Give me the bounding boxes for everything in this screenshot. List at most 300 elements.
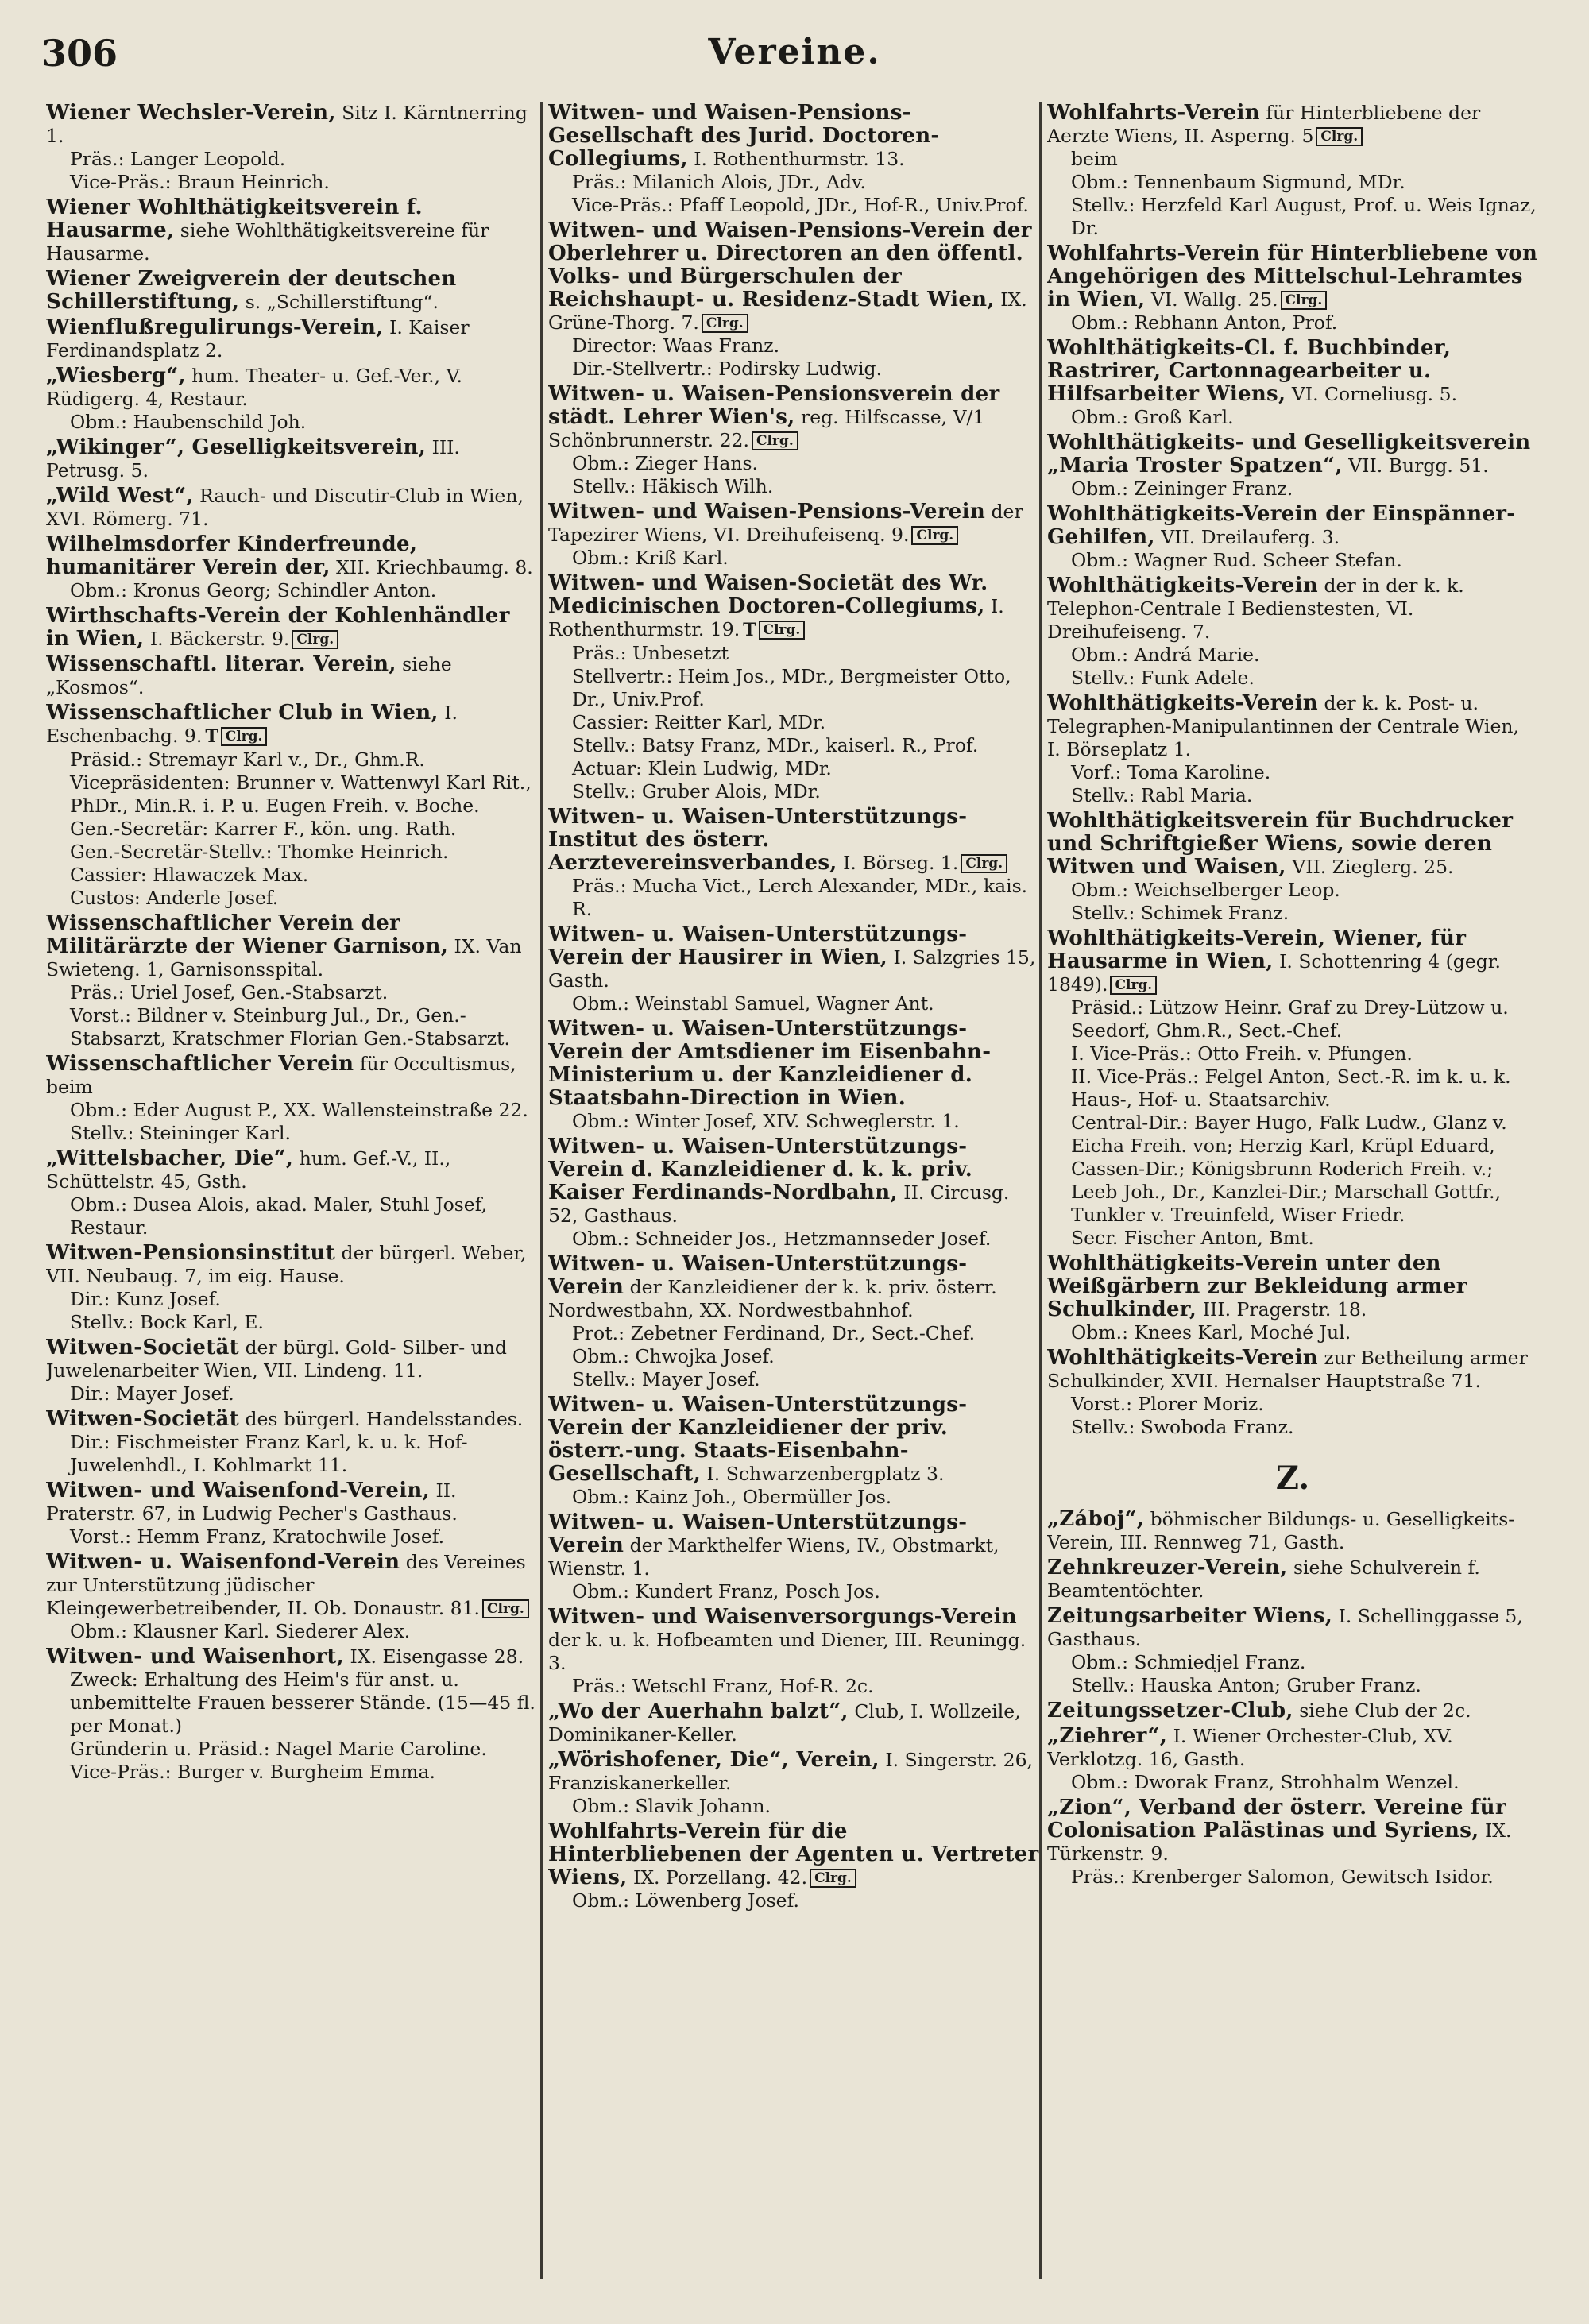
entry-detail-line: Vice-Präs.: Braun Heinrich. <box>70 171 330 193</box>
entry-detail-line: Obm.: Haubenschild Joh. <box>70 411 307 433</box>
column-rule <box>1039 102 1042 2279</box>
directory-entry <box>1047 927 1538 1250</box>
entry-detail-line: Vorst.: Plorer Moriz. <box>1071 1393 1264 1415</box>
directory-entry <box>548 383 1039 498</box>
entry-name: Witwen- u. Waisenfond-Verein <box>46 1550 400 1574</box>
clearing-badge: Clrg. <box>752 431 798 450</box>
entry-address: XII. Kriechbaumg. 8. <box>330 556 533 578</box>
entry-address: IX. Grüne-Thorg. 7. <box>548 288 1027 334</box>
entry-detail-line: Obm.: Rebhann Anton, Prof. <box>1071 311 1338 334</box>
entry-detail-line: Gründerin u. Präsid.: Nagel Marie Caroline. <box>70 1738 487 1760</box>
entry-detail-line: Obm.: Winter Josef, XIV. Schweglerstr. 1. <box>572 1110 960 1132</box>
entry-detail-line: Stellv.: Herzfeld Karl August, Prof. u. Weis Ignaz, Dr. <box>1071 194 1537 239</box>
entry-detail-line: Obm.: Kundert Franz, Posch Jos. <box>572 1580 880 1603</box>
directory-entry <box>46 316 537 362</box>
entry-address: III. Petrusg. 5. <box>46 436 460 481</box>
directory-entry <box>548 1135 1039 1251</box>
entry-address: Club, I. Wollzeile, Dominikaner-Keller. <box>548 1700 1021 1746</box>
directory-entry <box>548 1820 1039 1912</box>
entry-heading-line <box>548 806 1039 875</box>
entry-detail-line: Prot.: Zebetner Ferdinand, Dr., Sect.-Chef. <box>572 1322 976 1344</box>
entry-address: VII. Burgg. 51. <box>1342 454 1489 477</box>
directory-entry <box>548 806 1039 921</box>
entry-detail-line: I. Vice-Präs.: Otto Freih. v. Pfungen. <box>1071 1042 1413 1065</box>
entry-address: I. Rothenthurmstr. 13. <box>687 148 905 170</box>
entry-heading-line <box>548 219 1039 334</box>
entry-address: IX. Porzellang. 42. <box>627 1866 808 1889</box>
entry-detail-line: Vicepräsidenten: Brunner v. Wattenwyl Karl Rit., PhDr., Min.R. i. P. u. Eugen Freih. v. Boche. <box>70 771 532 817</box>
entry-detail-line: Präs.: Krenberger Salomon, Gewitsch Isidor. <box>1071 1866 1494 1888</box>
column-3 <box>1047 102 1538 2303</box>
entry-heading-line <box>1047 692 1538 761</box>
entry-detail-line: Zweck: Erhaltung des Heim's für anst. u. unbemittelte Frauen besserer Stände. (15—45 fl. per Monat.) <box>70 1669 535 1737</box>
entry-name: Witwen- u. Waisen-Unterstützungs-Verein d. Kanzleidiener d. k. k. priv. Kaiser Ferdinands-Nordbahn, <box>548 1135 973 1205</box>
directory-entry <box>46 605 537 651</box>
entry-name: Wissenschaftlicher Verein <box>46 1052 354 1076</box>
entry-heading-line <box>1047 1347 1538 1393</box>
directory-entry <box>46 1551 537 1643</box>
entry-heading-line <box>46 1479 537 1525</box>
directory-entry <box>1047 692 1538 807</box>
entry-heading-line <box>548 501 1039 547</box>
directory-entry <box>46 1242 537 1334</box>
entry-heading-line <box>548 1606 1039 1675</box>
directory-entry <box>46 268 537 314</box>
entry-heading-line <box>46 316 537 362</box>
entry-name: Witwen- u. Waisen-Unterstützungs-Verein der Kanzleidiener der priv. österr.-ung. Staats-Eisenbahn-Gesellschaft, <box>548 1393 968 1486</box>
entry-address: siehe Club der 2c. <box>1293 1699 1471 1722</box>
entry-heading-line <box>1047 1605 1538 1651</box>
entry-heading-line <box>548 1135 1039 1228</box>
entry-name: „Zion“, Verband der österr. Vereine für Colonisation Palästinas und Syriens, <box>1047 1796 1506 1843</box>
entry-detail-line: Obm.: Wagner Rud. Scheer Stefan. <box>1071 549 1402 571</box>
entry-heading-line <box>46 702 537 748</box>
entry-address: s. „Schillerstiftung“. <box>239 291 439 313</box>
entry-address: I. Börseg. 1. <box>837 852 959 874</box>
entry-address: siehe Schulverein f. Beamtentöchter. <box>1047 1556 1480 1602</box>
entry-name: Wissenschaftl. literar. Verein, <box>46 652 396 676</box>
entry-heading-line <box>1047 102 1538 148</box>
entry-detail-line: Dir.: Mayer Josef. <box>70 1382 234 1405</box>
entry-detail-line: Präs.: Unbesetzt <box>572 642 729 664</box>
entry-address: der Kanzleidiener der k. k. priv. österr. Nordwestbahn, XX. Nordwestbahnhof. <box>548 1276 997 1321</box>
entry-name: Wiener Zweigverein der deutschen Schillerstiftung, <box>46 267 457 314</box>
entry-detail-line: Obm.: Dworak Franz, Strohhalm Wenzel. <box>1071 1771 1459 1793</box>
entry-detail-line: Obm.: Tennenbaum Sigmund, MDr. <box>1071 171 1405 193</box>
entry-heading-line <box>1047 242 1538 311</box>
entry-detail-line: Obm.: Kronus Georg; Schindler Anton. <box>70 579 437 601</box>
entry-heading-line <box>1047 503 1538 549</box>
entry-name: „Wikinger“, Geselligkeitsverein, <box>46 435 427 459</box>
entry-detail-line: Obm.: Slavik Johann. <box>572 1795 771 1817</box>
entry-address: I. Wiener Orchester-Club, XV. Verklotzg. 16, Gasth. <box>1047 1725 1453 1770</box>
entry-heading-line <box>548 1749 1039 1795</box>
entry-detail-line: Stellv.: Steininger Karl. <box>70 1122 292 1144</box>
entry-address: VI. Wallg. 25. <box>1145 288 1278 311</box>
entry-name: Wohlthätigkeits- und Geselligkeitsverein „Maria Troster Spatzen“, <box>1047 431 1531 478</box>
entry-address: der k. k. Post- u. Telegraphen-Manipulantinnen der Centrale Wien, I. Börseplatz 1. <box>1047 692 1519 760</box>
directory-entry <box>1047 1796 1538 1889</box>
entry-heading-line <box>1047 337 1538 406</box>
entry-name: Wissenschaftlicher Verein der Militärärzte der Wiener Garnison, <box>46 911 449 958</box>
entry-detail-line: Stellv.: Mayer Josef. <box>572 1368 760 1390</box>
directory-entry <box>46 1147 537 1239</box>
directory-entry <box>548 1511 1039 1603</box>
directory-entry <box>548 1253 1039 1391</box>
entry-detail-line: Obm.: Löwenberg Josef. <box>572 1889 799 1912</box>
directory-entry <box>46 1645 537 1784</box>
entry-address: IX. Van Swieteng. 1, Garnisonsspital. <box>46 935 522 980</box>
entry-detail-line: Dir.-Stellvertr.: Podirsky Ludwig. <box>572 358 883 380</box>
telephone-mark: T <box>205 726 218 747</box>
entry-detail-line: Custos: Anderle Josef. <box>70 887 279 909</box>
entry-name: Witwen- und Waisenversorgungs-Verein <box>548 1605 1017 1629</box>
entry-name: „Záboj“, <box>1047 1507 1145 1531</box>
entry-detail-line: Stellv.: Batsy Franz, MDr., kaiserl. R., Prof. <box>572 734 979 756</box>
entry-heading-line <box>46 1645 537 1669</box>
entry-address: I. Rothenthurmstr. 19. <box>548 595 1004 640</box>
page-number: 306 <box>41 32 118 75</box>
directory-entry <box>548 501 1039 570</box>
entry-name: Wohlthätigkeits-Verein <box>1047 1346 1318 1370</box>
entry-address: IX. Türkenstr. 9. <box>1047 1819 1512 1865</box>
directory-entry <box>548 1749 1039 1818</box>
directory-entry <box>1047 337 1538 429</box>
entry-heading-line <box>1047 1252 1538 1321</box>
entry-detail-line: Stellv.: Swoboda Franz. <box>1071 1416 1294 1438</box>
entry-detail-line: Stellv.: Schimek Franz. <box>1071 902 1289 924</box>
entry-detail-line: Dir.: Fischmeister Franz Karl, k. u. k. Hof-Juwelenhdl., I. Kohlmarkt 11. <box>70 1431 468 1476</box>
entry-name: Wohlthätigkeits-Verein <box>1047 691 1318 715</box>
entry-name: Witwen- u. Waisen-Unterstützungs-Institut des österr. Aerztevereinsverbandes, <box>548 805 968 875</box>
telephone-mark: T <box>743 620 756 640</box>
clearing-badge: Clrg. <box>759 621 806 640</box>
entry-detail-line: Präsid.: Stremayr Karl v., Dr., Ghm.R. <box>70 748 425 771</box>
directory-entry <box>548 102 1039 217</box>
directory-entry <box>1047 1725 1538 1794</box>
directory-entry <box>46 533 537 602</box>
column-2 <box>548 102 1039 2303</box>
entry-detail-line: Actuar: Klein Ludwig, MDr. <box>572 757 832 779</box>
directory-entry <box>1047 1699 1538 1723</box>
entry-heading-line <box>46 653 537 699</box>
entry-address: II. Praterstr. 67, in Ludwig Pecher's Gasthaus. <box>46 1479 458 1525</box>
section-letter: Z. <box>1275 1460 1310 1497</box>
entry-detail-line: Obm.: Weinstabl Samuel, Wagner Ant. <box>572 992 934 1015</box>
entry-address: der Markthelfer Wiens, IV., Obstmarkt, Wienstr. 1. <box>548 1534 999 1580</box>
entry-detail-line: Obm.: Kriß Karl. <box>572 547 729 569</box>
entry-name: Wissenschaftlicher Club in Wien, <box>46 701 439 725</box>
entry-heading-line <box>548 1820 1039 1889</box>
entry-heading-line <box>1047 810 1538 879</box>
entry-heading-line <box>548 1018 1039 1110</box>
entry-address: der Tapezirer Wiens, VI. Dreihufeisenq. 9. <box>548 501 1023 546</box>
clearing-badge: Clrg. <box>292 630 338 649</box>
entry-detail-line: Vice-Präs.: Pfaff Leopold, JDr., Hof-R., Univ.Prof. <box>572 194 1029 216</box>
entry-detail-line: Central-Dir.: Bayer Hugo, Falk Ludw., Glanz v. Eicha Freih. von; Herzig Karl, Krüpl Eduard, Cassen-Dir.; Königsbrunn Roderich Freih. v.; Leeb Joh., Dr., Kanzlei-Dir.; Marschall Gottfr., Tunkler v. Treuinfeld, Wiser Friedr. <box>1071 1112 1507 1226</box>
entry-heading-line <box>1047 1556 1538 1603</box>
entry-detail-line: Präs.: Milanich Alois, JDr., Adv. <box>572 171 866 193</box>
entry-address: I. Singerstr. 26, Franziskanerkeller. <box>548 1749 1033 1794</box>
directory-entry <box>1047 1252 1538 1344</box>
entry-detail-line: Obm.: Andrá Marie. <box>1071 644 1260 666</box>
entry-detail-line: Obm.: Kainz Joh., Obermüller Jos. <box>572 1486 892 1508</box>
entry-name: Witwen- und Waisen-Pensions-Verein <box>548 500 986 524</box>
entry-address: I. Bäckerstr. 9. <box>144 628 290 650</box>
entry-name: Wiener Wohlthätigkeitsverein f. Hausarme, <box>46 195 423 242</box>
entry-address: der bürgerl. Weber, VII. Neubaug. 7, im eig. Hause. <box>46 1242 527 1287</box>
entry-address: I. Eschenbachg. 9. <box>46 702 458 747</box>
directory-entry <box>46 1053 537 1145</box>
entry-detail-line: Dir.: Kunz Josef. <box>70 1288 221 1310</box>
entry-name: Wohlfahrts-Verein für Hinterbliebene von Angehörigen des Mittelschul-Lehramtes in Wien, <box>1047 242 1538 311</box>
entry-name: Wohlthätigkeits-Cl. f. Buchbinder, Rastrirer, Cartonnagearbeiter u. Hilfsarbeiter Wiens, <box>1047 336 1452 406</box>
directory-entry <box>1047 574 1538 690</box>
entry-heading-line <box>1047 431 1538 478</box>
entry-address: Sitz I. Kärntnerring 1. <box>46 102 528 147</box>
directory-entry <box>46 1336 537 1406</box>
entry-name: „Wild West“, <box>46 484 194 508</box>
entry-heading-line <box>548 1394 1039 1486</box>
column-rule <box>540 102 543 2279</box>
entry-name: Witwen- u. Waisen-Unterstützungs-Verein <box>548 1510 968 1557</box>
entry-name: „Wo der Auerhahn balzt“, <box>548 1699 849 1723</box>
entry-detail-line: Obm.: Knees Karl, Moché Jul. <box>1071 1321 1351 1344</box>
entry-detail-line: Präs.: Uriel Josef, Gen.-Stabsarzt. <box>70 981 389 1003</box>
directory-entry <box>548 1394 1039 1509</box>
entry-heading-line <box>46 365 537 411</box>
clearing-badge: Clrg. <box>482 1599 529 1618</box>
entry-heading-line <box>46 912 537 981</box>
directory-entry <box>46 365 537 434</box>
entry-heading-line <box>46 1147 537 1193</box>
entry-address: hum. Theater- u. Gef.-Ver., V. Rüdigerg. 4, Restaur. <box>46 365 462 410</box>
entry-detail-line: Präsid.: Lützow Heinr. Graf zu Drey-Lützow u. Seedorf, Ghm.R., Sect.-Chef. <box>1071 996 1509 1042</box>
entry-name: „Ziehrer“, <box>1047 1724 1168 1748</box>
entry-name: Witwen- und Waisen-Pensions-Gesellschaft des Jurid. Doctoren-Collegiums, <box>548 102 940 171</box>
entry-detail-line: Cassier: Hlawaczek Max. <box>70 864 309 886</box>
directory-entry <box>548 1606 1039 1698</box>
entry-address: VII. Zieglerg. 25. <box>1286 856 1454 878</box>
entry-detail-line: Stellvertr.: Heim Jos., MDr., Bergmeister Otto, Dr., Univ.Prof. <box>572 665 1011 710</box>
entry-address: der bürgl. Gold- Silber- und Juwelenarbeiter Wien, VII. Lindeng. 11. <box>46 1336 507 1382</box>
entry-name: Wohlfahrts-Verein für die Hinterbliebenen der Agenten u. Vertreter Wiens, <box>548 1819 1039 1889</box>
entry-heading-line <box>548 923 1039 992</box>
entry-heading-line <box>46 1551 537 1620</box>
directory-entry <box>46 196 537 265</box>
entry-heading-line <box>548 1253 1039 1322</box>
entry-detail-line: II. Vice-Präs.: Felgel Anton, Sect.-R. im k. u. k. Haus-, Hof- u. Staatsarchiv. <box>1071 1065 1511 1111</box>
entry-address: siehe Wohlthätigkeitsvereine für Hausarme. <box>46 219 489 265</box>
entry-heading-line <box>46 1336 537 1382</box>
directory-entry <box>1047 810 1538 925</box>
entry-name: Zeitungssetzer-Club, <box>1047 1699 1293 1723</box>
entry-detail-line: Obm.: Eder August P., XX. Wallensteinstraße 22. <box>70 1099 528 1121</box>
entry-heading-line <box>46 605 537 651</box>
entry-name: Zeitungsarbeiter Wiens, <box>1047 1604 1333 1628</box>
entry-name: „Wiesberg“, <box>46 364 186 388</box>
entry-name: „Wörishofener, Die“, Verein, <box>548 1748 880 1772</box>
entry-heading-line <box>46 268 537 314</box>
entry-name: Wohlthätigkeitsverein für Buchdrucker und Schriftgießer Wiens, sowie deren Witwen und Waisen, <box>1047 809 1514 879</box>
directory-entry <box>46 1408 537 1477</box>
entry-heading-line <box>1047 1508 1538 1554</box>
directory-entry <box>46 485 537 531</box>
clearing-badge: Clrg. <box>1110 976 1157 995</box>
entry-name: Witwen-Societät <box>46 1407 239 1431</box>
entry-heading-line <box>1047 574 1538 644</box>
entry-name: Witwen- u. Waisen-Unterstützungs-Verein <box>548 1252 968 1299</box>
directory-entry <box>548 572 1039 803</box>
entry-heading-line <box>1047 1725 1538 1771</box>
entry-detail-line: Gen.-Secretär-Stellv.: Thomke Heinrich. <box>70 841 449 863</box>
entry-address: für Occultismus, beim <box>46 1053 516 1098</box>
directory-entry <box>1047 1605 1538 1697</box>
entry-detail-line: Stellv.: Rabl Maria. <box>1071 784 1253 806</box>
entry-name: Witwen-Pensionsinstitut <box>46 1241 336 1265</box>
entry-detail-line: Obm.: Zeininger Franz. <box>1071 478 1293 500</box>
entry-address: reg. Hilfscasse, V/1 Schönbrunnerstr. 22. <box>548 406 985 451</box>
directory-entry <box>548 219 1039 381</box>
entry-heading-line <box>46 1242 537 1288</box>
entry-heading-line <box>46 485 537 531</box>
entry-detail-line: Obm.: Schneider Jos., Hetzmannseder Josef. <box>572 1228 992 1250</box>
entry-detail-line: Obm.: Chwojka Josef. <box>572 1345 775 1367</box>
entry-detail-line: Obm.: Schmiedjel Franz. <box>1071 1651 1306 1673</box>
entry-name: „Wittelsbacher, Die“, <box>46 1147 294 1170</box>
entry-address: VI. Corneliusg. 5. <box>1286 383 1458 405</box>
entry-address: Rauch- und Discutir-Club in Wien, XVI. Römerg. 71. <box>46 485 524 530</box>
entry-heading-line <box>548 383 1039 452</box>
entry-detail-line: Gen.-Secretär: Karrer F., kön. ung. Rath. <box>70 818 457 840</box>
entry-address: II. Circusg. 52, Gasthaus. <box>548 1181 1010 1227</box>
entry-detail-line: Obm.: Weichselberger Leop. <box>1071 879 1340 901</box>
entry-name: Wohlfahrts-Verein <box>1047 102 1260 125</box>
entry-name: Wiener Wechsler-Verein, <box>46 102 336 125</box>
entry-name: Witwen- und Waisen-Pensions-Verein der Oberlehrer u. Directoren an den öffentl. Volks- und Bürgerschulen der Reichshaupt- u. Residenz-Stadt Wien, <box>548 218 1032 311</box>
entry-heading-line <box>548 572 1039 642</box>
entry-detail-line: Stellv.: Gruber Alois, MDr. <box>572 780 821 802</box>
entry-detail-line: Stellv.: Hauska Anton; Gruber Franz. <box>1071 1674 1421 1696</box>
entry-heading-line <box>46 436 537 482</box>
entry-address: zur Betheilung armer Schulkinder, XVII. Hernalser Hauptstraße 71. <box>1047 1347 1528 1392</box>
entry-detail-line: Präs.: Langer Leopold. <box>70 148 286 170</box>
entry-address: der k. u. k. Hofbeamten und Diener, III. Reuningg. 3. <box>548 1629 1026 1674</box>
directory-entry <box>46 653 537 699</box>
entry-detail-line: Obm.: Groß Karl. <box>1071 406 1234 428</box>
entry-name: Witwen- u. Waisen-Pensionsverein der städt. Lehrer Wien's, <box>548 382 1000 429</box>
entry-address: VII. Dreilauferg. 3. <box>1154 526 1340 548</box>
entry-name: Witwen- und Waisenhort, <box>46 1645 344 1669</box>
entry-name: Witwen-Societät <box>46 1336 239 1359</box>
entry-heading-line <box>1047 1699 1538 1723</box>
entry-address: des Vereines zur Unterstützung jüdischer Kleingewerbetreibender, II. Ob. Donaustr. 81. <box>46 1551 526 1619</box>
entry-name: Witwen- u. Waisen-Unterstützungs-Verein der Amtsdiener im Eisenbahn-Ministerium u. der Kanzleidiener d. Staatsbahn-Direction in Wien. <box>548 1017 992 1110</box>
entry-name: Wienflußregulirungs-Verein, <box>46 315 384 339</box>
entry-address: IX. Eisengasse 28. <box>344 1645 524 1668</box>
entry-name: Wohlthätigkeits-Verein <box>1047 574 1318 597</box>
entry-detail-line: Präs.: Wetschl Franz, Hof-R. 2c. <box>572 1675 874 1697</box>
directory-entry <box>46 1479 537 1549</box>
directory-entry <box>1047 431 1538 501</box>
clearing-badge: Clrg. <box>702 314 748 333</box>
clearing-badge: Clrg. <box>961 854 1007 873</box>
running-title: Vereine. <box>708 32 881 72</box>
entry-heading-line <box>548 102 1039 171</box>
column-1 <box>46 102 537 2303</box>
directory-entry <box>46 102 537 194</box>
entry-address: I. Salzgries 15, Gasth. <box>548 946 1036 992</box>
entry-heading-line <box>46 533 537 579</box>
directory-entry <box>1047 1347 1538 1439</box>
entry-detail-line: Vorst.: Bildner v. Steinburg Jul., Dr., Gen.-Stabsarzt, Kratschmer Florian Gen.-Stabsarzt. <box>70 1004 510 1050</box>
entry-detail-line: Obm.: Klausner Karl. Siederer Alex. <box>70 1620 411 1642</box>
entry-address: der in der k. k. Telephon-Centrale I Bedienstesten, VI. Dreihufeiseng. 7. <box>1047 574 1464 643</box>
entry-name: Wilhelmsdorfer Kinderfreunde, humanitärer Verein der, <box>46 532 418 579</box>
entry-address: böhmischer Bildungs- u. Geselligkeits-Verein, III. Rennweg 71, Gasth. <box>1047 1508 1515 1553</box>
entry-detail-line: Vorf.: Toma Karoline. <box>1071 761 1271 783</box>
directory-entry <box>548 923 1039 1015</box>
entry-heading-line <box>548 1511 1039 1580</box>
entry-address: III. Pragerstr. 18. <box>1197 1298 1367 1321</box>
directory-entry <box>46 912 537 1050</box>
entry-heading-line <box>1047 1796 1538 1866</box>
entry-address: I. Schellinggasse 5, Gasthaus. <box>1047 1605 1523 1650</box>
directory-entry <box>46 436 537 482</box>
entry-detail-line: Präs.: Mucha Vict., Lerch Alexander, MDr., kais. R. <box>572 875 1028 920</box>
directory-entry <box>46 702 537 910</box>
entry-detail-line: beim <box>1071 148 1118 170</box>
clearing-badge: Clrg. <box>1281 291 1328 310</box>
entry-detail-line: Obm.: Dusea Alois, akad. Maler, Stuhl Josef, Restaur. <box>70 1193 488 1239</box>
directory-entry <box>1047 1556 1538 1603</box>
entry-name: Witwen- und Waisen-Societät des Wr. Medicinischen Doctoren-Collegiums, <box>548 571 988 618</box>
entry-detail-line: Stellv.: Bock Karl, E. <box>70 1311 264 1333</box>
clearing-badge: Clrg. <box>1316 127 1363 146</box>
directory-entry <box>548 1700 1039 1746</box>
entry-name: Witwen- u. Waisen-Unterstützungs-Verein der Hausirer in Wien, <box>548 922 968 969</box>
entry-name: Zehnkreuzer-Verein, <box>1047 1556 1288 1580</box>
entry-name: Wohlthätigkeits-Verein unter den Weißgärbern zur Bekleidung armer Schulkinder, <box>1047 1251 1467 1321</box>
entry-address: siehe „Kosmos“. <box>46 653 452 698</box>
entry-detail-line: Vice-Präs.: Burger v. Burgheim Emma. <box>70 1761 435 1783</box>
entry-detail-line: Obm.: Zieger Hans. <box>572 452 759 474</box>
directory-entry <box>1047 503 1538 572</box>
entry-detail-line: Secr. Fischer Anton, Bmt. <box>1071 1227 1314 1249</box>
entry-heading-line <box>548 1700 1039 1746</box>
entry-address: für Hinterbliebene der Aerzte Wiens, II. Asperng. 5 <box>1047 102 1481 147</box>
entry-heading-line <box>1047 927 1538 996</box>
entry-address: I. Schottenring 4 (gegr. 1849). <box>1047 950 1501 996</box>
entry-detail-line: Cassier: Reitter Karl, MDr. <box>572 711 826 733</box>
directory-entry <box>548 1018 1039 1133</box>
directory-entry <box>1047 242 1538 334</box>
entry-heading-line <box>46 1408 537 1431</box>
directory-entry <box>1047 102 1538 240</box>
clearing-badge: Clrg. <box>911 526 958 545</box>
entry-heading-line <box>46 196 537 265</box>
entry-address: hum. Gef.-V., II., Schüttelstr. 45, Gsth. <box>46 1147 451 1193</box>
clearing-badge: Clrg. <box>221 727 268 746</box>
entry-name: Wohlthätigkeits-Verein, Wiener, für Hausarme in Wien, <box>1047 926 1467 973</box>
entry-detail-line: Director: Waas Franz. <box>572 334 780 357</box>
entry-detail-line: Vorst.: Hemm Franz, Kratochwile Josef. <box>70 1525 445 1548</box>
entry-address: des bürgerl. Handelsstandes. <box>238 1408 524 1430</box>
entry-address: I. Kaiser Ferdinandsplatz 2. <box>46 316 470 362</box>
entry-detail-line: Stellv.: Häkisch Wilh. <box>572 475 774 497</box>
page-header <box>0 32 1589 87</box>
entry-detail-line: Stellv.: Funk Adele. <box>1071 667 1255 689</box>
